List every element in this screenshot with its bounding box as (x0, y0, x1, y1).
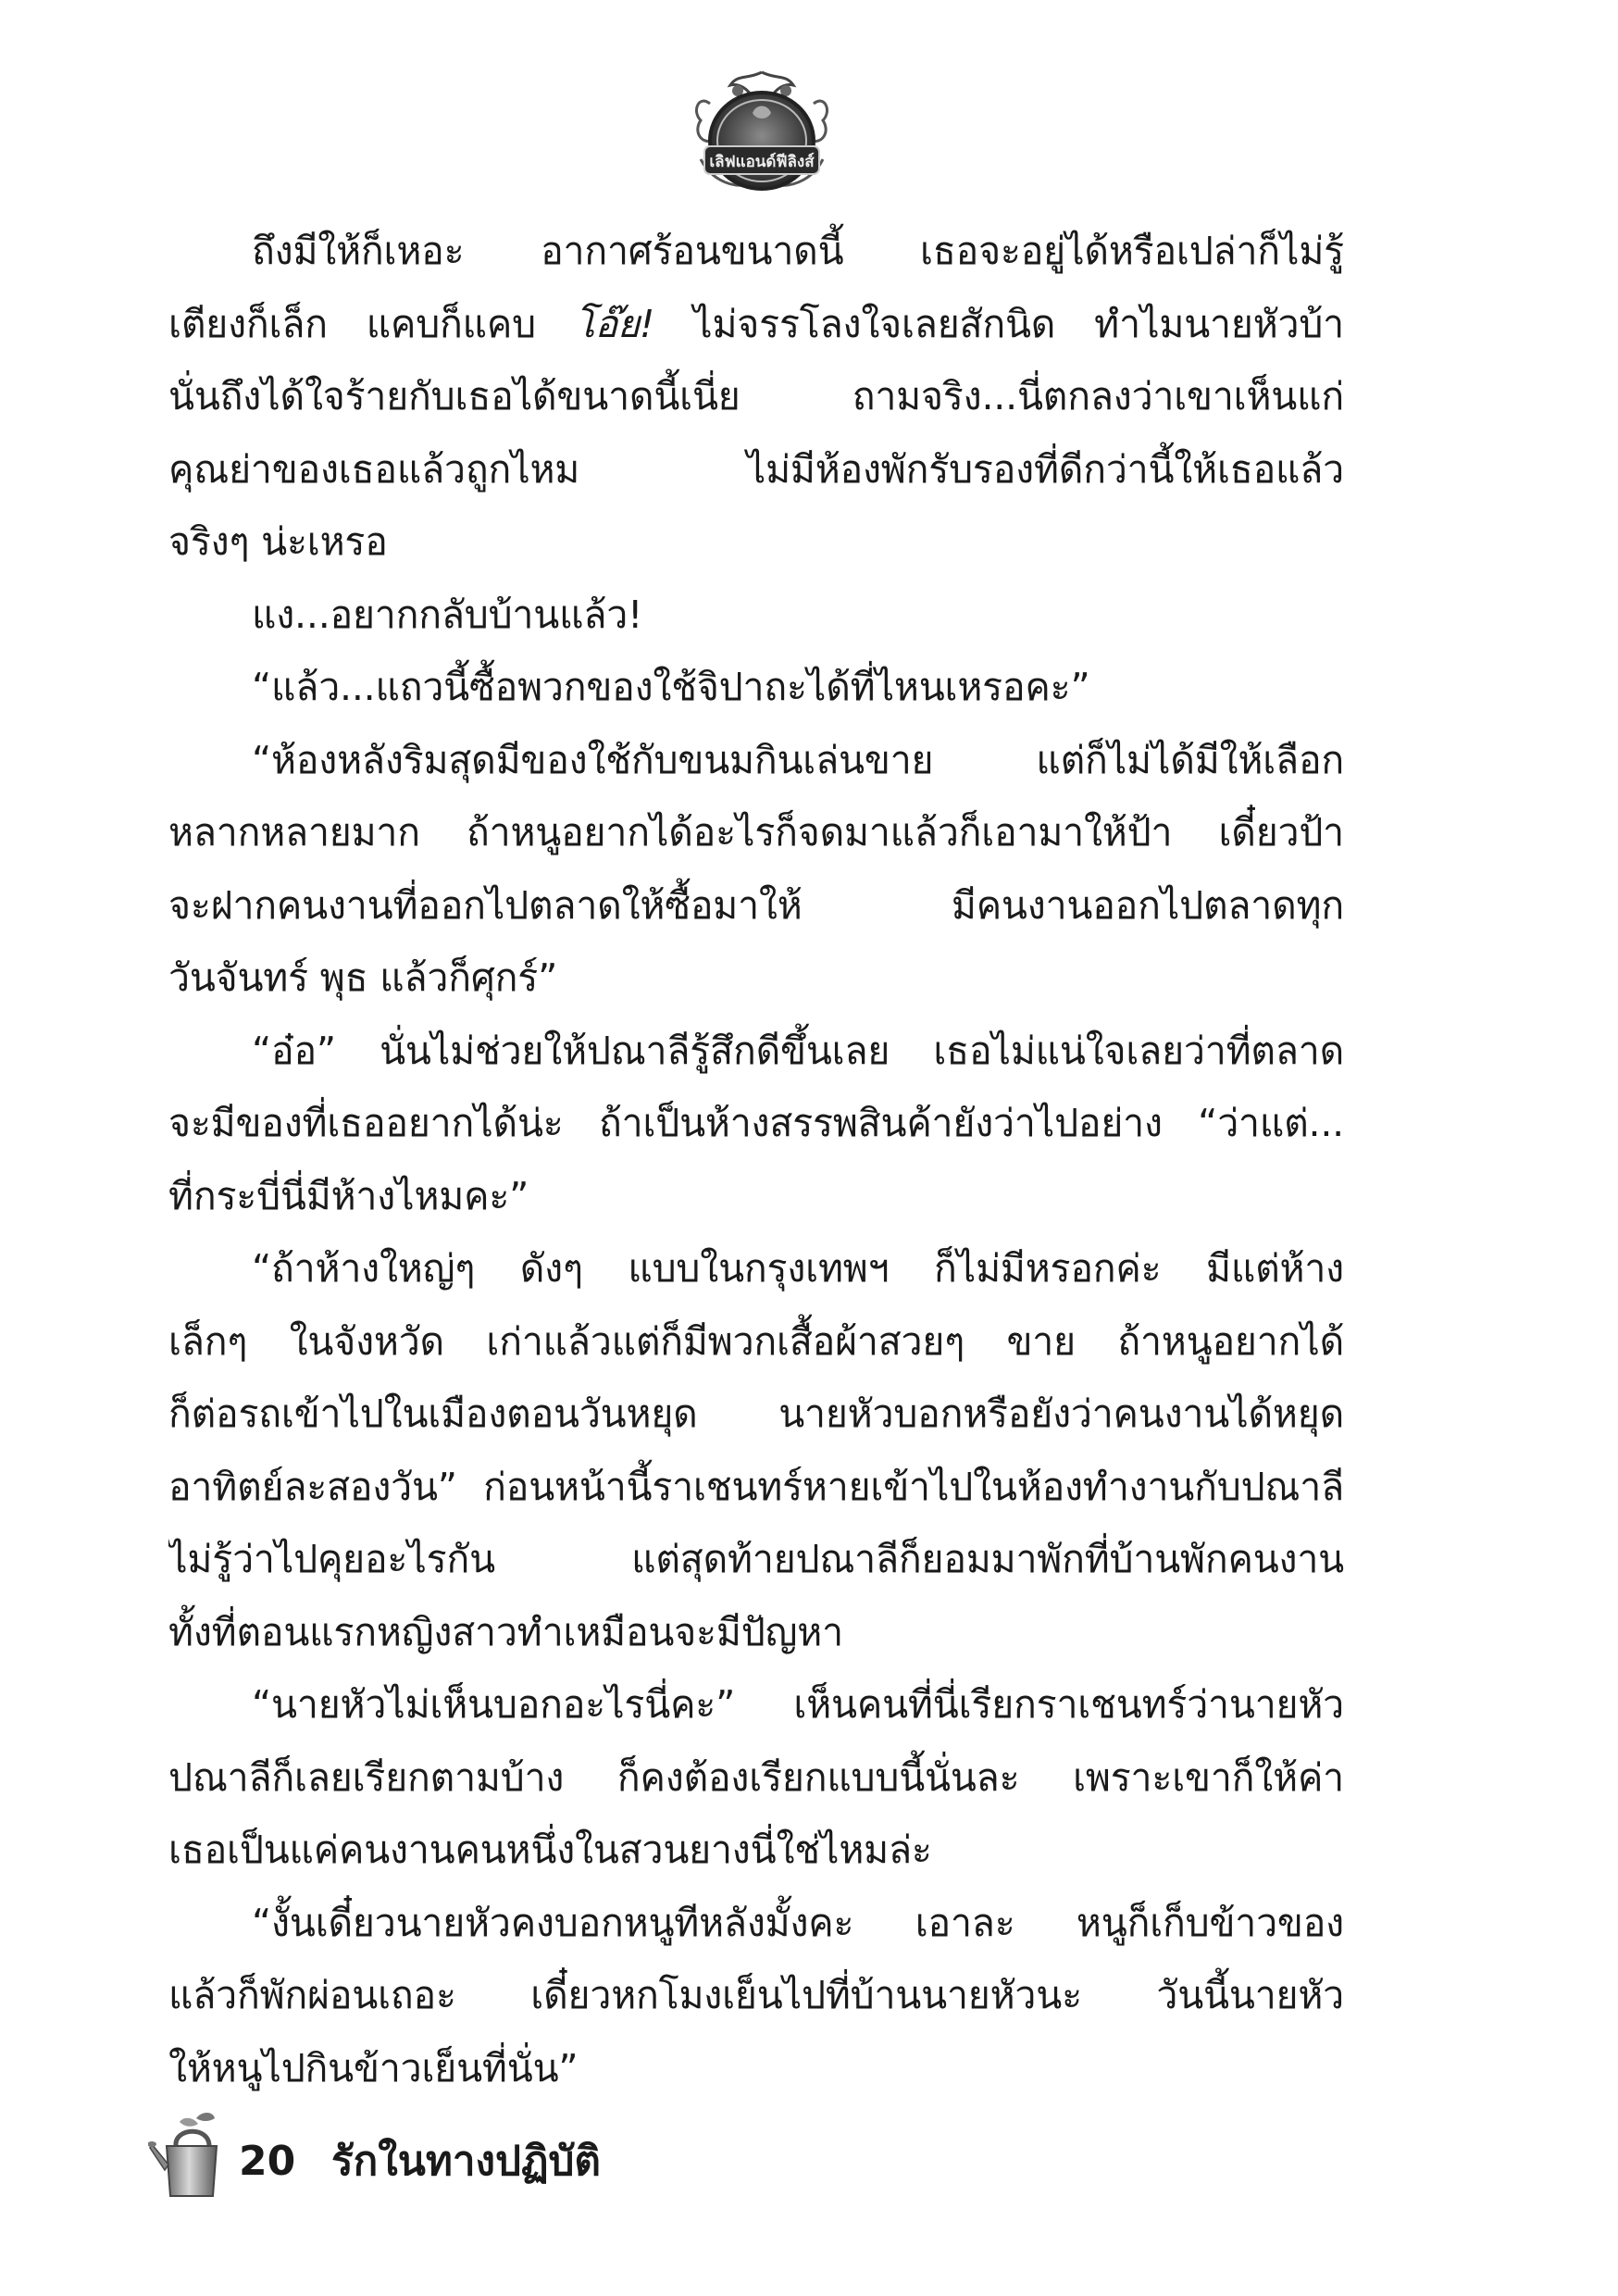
text-line: จริงๆ น่ะเหรอ (168, 519, 388, 564)
text-line: แง...อยากกลับบ้านแล้ว! (252, 592, 643, 637)
text-segment: ไม่จรรโลงใจเลยสักนิด ทำไมนายหัวบ้า (654, 301, 1344, 346)
text-line: “แล้ว...แถวนี้ซื้อพวกของใช้จิปาถะได้ที่ไหนเหรอคะ” (252, 665, 1090, 709)
text-segment: เตียงก็เล็ก แคบก็แคบ (168, 301, 575, 346)
body-text (168, 215, 1344, 2104)
text-line: ก็ต่อรถเข้าไปในเมืองตอนวันหยุด นายหัวบอกหรือยังว่าคนงานได้หยุด (168, 1391, 1344, 1436)
text-line: อาทิตย์ละสองวัน” ก่อนหน้านี้ราเชนทร์หายเข้าไปในห้องทำงานกับปณาลี (168, 1464, 1344, 1509)
text-line: เธอเป็นแค่คนงานคนหนึ่งในสวนยางนี่ใช่ไหมล่ะ (168, 1828, 932, 1872)
page-number: 20 (239, 2138, 296, 2185)
text-line: ปณาลีก็เลยเรียกตามบ้าง ก็คงต้องเรียกแบบนี้นั่นละ เพราะเขาก็ให้ค่า (168, 1754, 1344, 1800)
publisher-seal-logo (673, 67, 851, 206)
text-line (168, 288, 1344, 361)
emphasized-text: โอ๊ย! (574, 301, 655, 346)
text-line: “ห้องหลังริมสุดมีของใช้กับขนมกินเล่นขาย แต่ก็ไม่ได้มีให้เลือก (252, 737, 1344, 782)
text-line: “นายหัวไม่เห็นบอกอะไรนี่คะ” เห็นคนที่นี่เรียกราเชนทร์ว่านายหัว (252, 1682, 1344, 1727)
text-line: “อ๋อ” นั่นไม่ช่วยให้ปณาลีรู้สึกดีขึ้นเลย เธอไม่แน่ใจเลยว่าที่ตลาด (252, 1028, 1344, 1073)
text-line: หลากหลายมาก ถ้าหนูอยากได้อะไรก็จดมาแล้วก็เอามาให้ป้า เดี๋ยวป้า (168, 810, 1344, 855)
text-line: คุณย่าของเธอแล้วถูกไหม ไม่มีห้องพักรับรองที่ดีกว่านี้ให้เธอแล้ว (168, 446, 1344, 492)
text-line: “ถ้าห้างใหญ่ๆ ดังๆ แบบในกรุงเทพฯ ก็ไม่มีหรอกค่ะ มีแต่ห้าง (252, 1246, 1344, 1291)
logo-text: เลิฟแอนด์ฟีลิงส์ (709, 153, 815, 171)
text-line: จะฝากคนงานที่ออกไปตลาดให้ซื้อมาให้ มีคนงานออกไปตลาดทุก (168, 882, 1344, 928)
text-line: ให้หนูไปกินข้าวเย็นที่นั่น” (168, 2045, 579, 2090)
text-line: “งั้นเดี๋ยวนายหัวคงบอกหนูทีหลังมั้งคะ เอาละ หนูก็เก็บข้าวของ (252, 1900, 1344, 1945)
page-footer (148, 2109, 981, 2220)
text-line: ไม่รู้ว่าไปคุยอะไรกัน แต่สุดท้ายปณาลีก็ยอมมาพักที่บ้านพักคนงาน (168, 1537, 1344, 1581)
text-line: นั่นถึงได้ใจร้ายกับเธอได้ขนาดนี้เนี่ย ถามจริง...นี่ตกลงว่าเขาเห็นแก่ (168, 374, 1344, 418)
book-title: รักในทางปฏิบัติ (331, 2138, 602, 2185)
text-line: วันจันทร์ พุธ แล้วก็ศุกร์” (168, 955, 558, 1000)
text-line: เล็กๆ ในจังหวัด เก่าแล้วแต่ก็มีพวกเสื้อผ้าสวยๆ ขาย ถ้าหนูอยากได้ (168, 1318, 1344, 1364)
watering-can-icon (148, 2109, 233, 2202)
text-line: แล้วก็พักผ่อนเถอะ เดี๋ยวหกโมงเย็นไปที่บ้านนายหัวนะ วันนี้นายหัว (168, 1973, 1344, 2017)
text-line: ทั้งที่ตอนแรกหญิงสาวทำเหมือนจะมีปัญหา (168, 1609, 843, 1654)
text-line: ถึงมีให้ก็เหอะ อากาศร้อนขนาดนี้ เธอจะอยู่ได้หรือเปล่าก็ไม่รู้ (252, 229, 1344, 273)
text-line: จะมีของที่เธออยากได้น่ะ ถ้าเป็นห้างสรรพสินค้ายังว่าไปอย่าง “ว่าแต่... (168, 1101, 1344, 1145)
text-line: ที่กระบี่นี่มีห้างไหมคะ” (168, 1173, 529, 1218)
